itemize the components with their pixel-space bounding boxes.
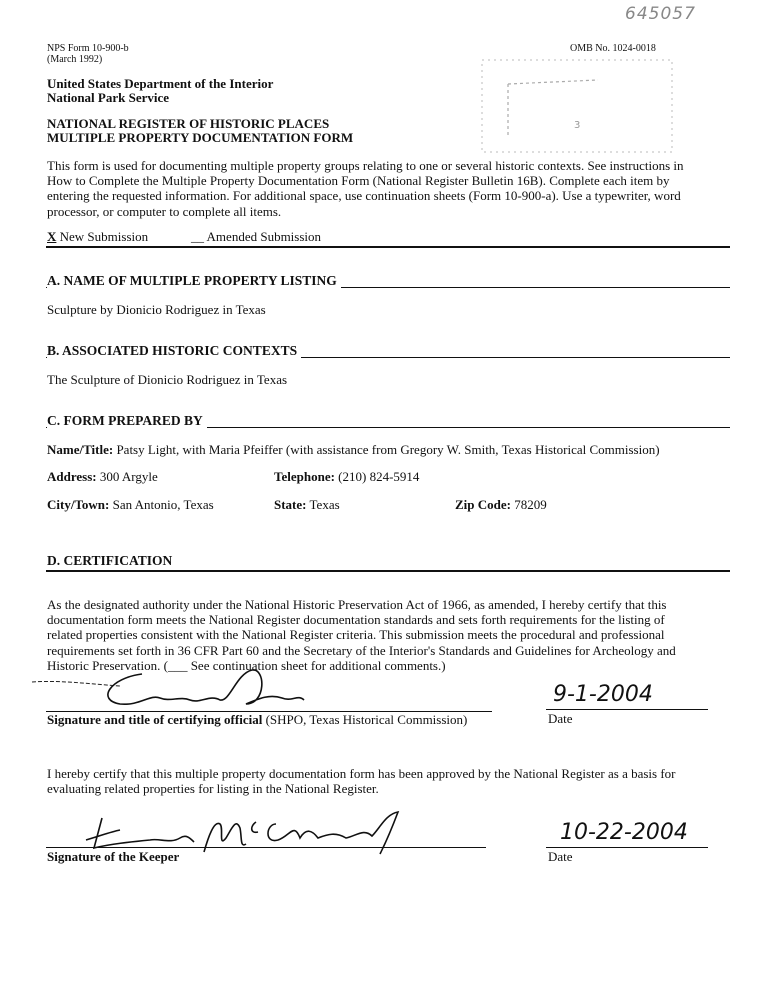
address-label: Address: bbox=[47, 469, 97, 484]
city-label: City/Town: bbox=[47, 497, 110, 512]
new-submission-label: New Submission bbox=[59, 229, 149, 244]
intro-line: This form is used for documenting multiple property groups relating to one or several historic contexts. See instructions in bbox=[47, 158, 684, 173]
divider bbox=[46, 246, 730, 248]
intro-line: processor, or computer to complete all items. bbox=[47, 203, 282, 219]
city-value: San Antonio, Texas bbox=[112, 497, 214, 512]
received-stamp-area bbox=[478, 56, 678, 160]
certification-line: As the designated authority under the National Historic Preservation Act of 1966, as amended, I hereby certify that this bbox=[47, 597, 667, 612]
form-title-line1: NATIONAL REGISTER OF HISTORIC PLACES bbox=[47, 116, 330, 131]
date-line-1 bbox=[546, 709, 708, 710]
date-label-2: Date bbox=[548, 849, 573, 864]
section-d-title: D. CERTIFICATION bbox=[47, 553, 176, 569]
city-row bbox=[47, 497, 214, 512]
amended-submission-option[interactable] bbox=[191, 229, 321, 244]
keeper-line: I hereby certify that this multiple property documentation form has been approved by the National Register as a basis for bbox=[47, 766, 676, 781]
department-line: United States Department of the Interior bbox=[47, 76, 274, 91]
telephone-value: (210) 824-5914 bbox=[338, 469, 420, 484]
scan-note: 645057 bbox=[625, 4, 696, 24]
address-value: 300 Argyle bbox=[99, 469, 158, 484]
section-a-title: A. NAME OF MULTIPLE PROPERTY LISTING bbox=[47, 273, 341, 289]
date-label-1: Date bbox=[548, 711, 573, 726]
certification-line: related properties consistent with the National Register criteria. This submission meets the procedural and professional bbox=[47, 627, 665, 643]
keeper-label: Signature of the Keeper bbox=[47, 849, 180, 864]
section-d-underline bbox=[46, 570, 730, 572]
certifying-official-label-rest: (SHPO, Texas Historical Commission) bbox=[262, 712, 468, 727]
amended-submission-mark: __ bbox=[191, 229, 204, 244]
zip-value: 78209 bbox=[514, 497, 547, 512]
certification-line: Historic Preservation. (___ See continuation sheet for additional comments.) bbox=[47, 657, 446, 673]
name-title-row bbox=[47, 442, 660, 457]
keeper-line: evaluating related properties for listing in the National Register. bbox=[47, 781, 379, 797]
new-submission-mark: X bbox=[47, 229, 57, 244]
zip-row bbox=[455, 497, 547, 512]
name-title-label: Name/Title: bbox=[47, 442, 114, 457]
keeper-paragraph bbox=[47, 766, 737, 796]
certifying-official-signature bbox=[30, 664, 330, 714]
address-row bbox=[47, 469, 158, 484]
telephone-row bbox=[274, 469, 419, 484]
intro-line: entering the requested information. For additional space, use continuation sheets (Form 10-900-a). Use a typewriter, word bbox=[47, 188, 681, 204]
state-row bbox=[274, 497, 340, 512]
section-c-title: C. FORM PREPARED BY bbox=[47, 413, 207, 429]
agency-line: National Park Service bbox=[47, 90, 170, 105]
certification-line: documentation form meets the National Register documentation standards and sets forth requirements for the listing of bbox=[47, 612, 665, 628]
telephone-label: Telephone: bbox=[274, 469, 335, 484]
certification-paragraph bbox=[47, 597, 737, 673]
historic-context-value: The Sculpture of Dionicio Rodriguez in Texas bbox=[47, 372, 288, 387]
state-label: State: bbox=[274, 497, 307, 512]
new-submission-option[interactable] bbox=[47, 229, 148, 244]
signature-line-2 bbox=[46, 847, 486, 848]
multiple-property-name: Sculpture by Dionicio Rodriguez in Texas bbox=[47, 302, 266, 317]
omb-number: OMB No. 1024-0018 bbox=[570, 43, 656, 54]
state-value: Texas bbox=[309, 497, 340, 512]
form-date: (March 1992) bbox=[47, 54, 103, 65]
form-title-line2: MULTIPLE PROPERTY DOCUMENTATION FORM bbox=[47, 130, 354, 145]
intro-paragraph bbox=[47, 158, 737, 219]
intro-line: How to Complete the Multiple Property Documentation Form (National Register Bulletin 16B). Complete each item by bbox=[47, 173, 670, 189]
certification-date-handwritten: 9-1-2004 bbox=[553, 682, 653, 707]
keeper-date-handwritten: 10-22-2004 bbox=[560, 820, 688, 845]
certification-line: requirements set forth in 36 CFR Part 60 and the Secretary of the Interior's Standards and Guidelines for Archeology and bbox=[47, 642, 676, 658]
amended-submission-label: Amended Submission bbox=[206, 229, 322, 244]
form-id: NPS Form 10-900-b bbox=[47, 43, 129, 54]
certifying-official-label bbox=[47, 712, 467, 727]
zip-label: Zip Code: bbox=[455, 497, 511, 512]
date-line-2 bbox=[546, 847, 708, 848]
section-b-title: B. ASSOCIATED HISTORIC CONTEXTS bbox=[47, 343, 301, 359]
name-title-value: Patsy Light, with Maria Pfeiffer (with assistance from Gregory W. Smith, Texas Historical Commission) bbox=[116, 442, 660, 457]
svg-text:3: 3 bbox=[574, 120, 581, 131]
certifying-official-label-bold: Signature and title of certifying official bbox=[47, 712, 263, 727]
